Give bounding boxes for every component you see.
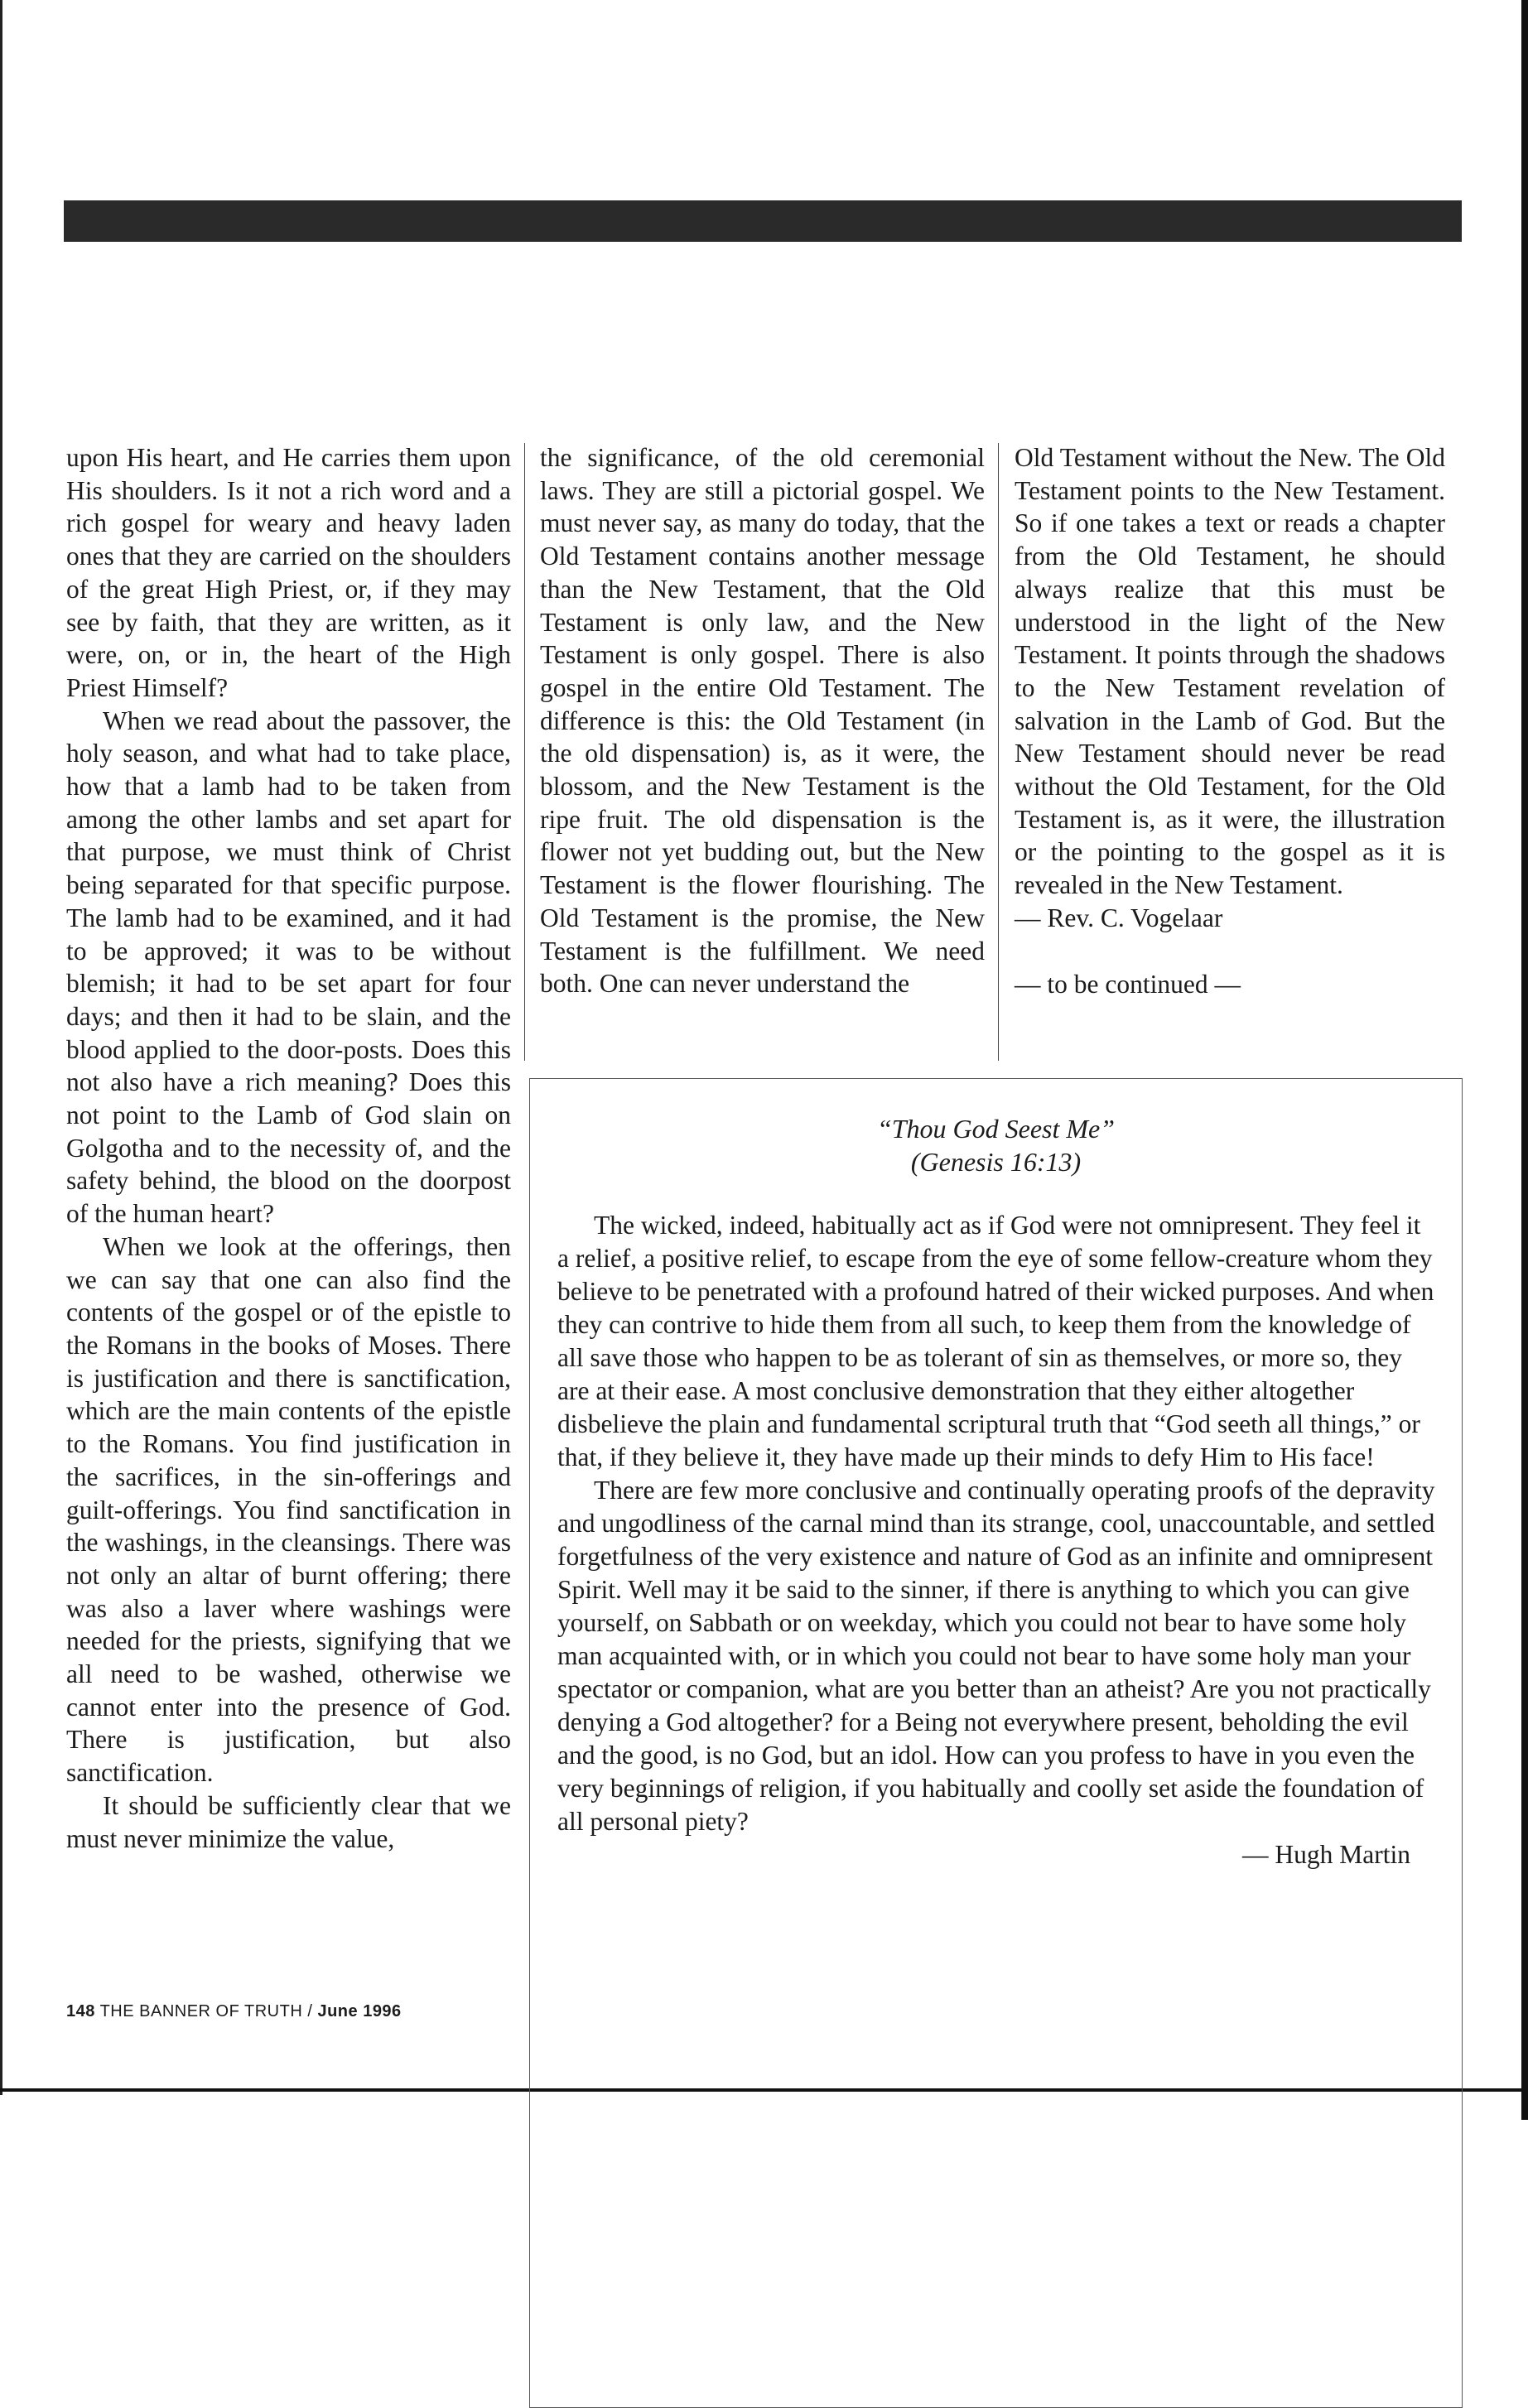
publication-name: THE BANNER OF TRUTH / [99, 2002, 313, 2020]
column-2-paragraph: the significance, of the old ceremonial laws. They are still a pictorial gospel. We must never say, as many do today, that the Old Testament contains another message than the New Testament, that the Old Testament is only law, and the New Testament is only gospel. There is also gospel in the entire Old Testament. The difference is this: the Old Testament (in the old dispensation) is, as it were, the blossom, and the New Testament is the ripe fruit. The old dispensation is the flower not yet budding out, but the New Testament is the flower flourishing. The Old Testament is the promise, the New Testament is the fulfillment. We need both. One can never understand the [540, 443, 985, 999]
page-right-edge [1521, 0, 1528, 2120]
sidebar-signature: — Hugh Martin [1242, 1840, 1410, 1869]
column-divider [998, 443, 999, 1061]
sidebar-reference: (Genesis 16:13) [910, 1147, 1082, 1177]
column-divider [524, 443, 525, 1061]
sidebar-heading [529, 1112, 1463, 1178]
sidebar-paragraph: There are few more conclusive and continually operating proofs of the depravity and ungodliness of the carnal mind than its strange, cool, unaccountable, and settled forgetfulness of the very existence and nature of God as an infinite and omnipresent Spirit. Well may it be said to the sinner, if there is anything to which you can give yourself, on Sabbath or on weekday, which you could not bear to have some holy man acquainted with, or in which you could not bear to have some holy man your spectator or companion, what are you better than an atheist? Are you not practically denying a God altogether? for a Being not everywhere present, beholding the evil and the good, is no God, but an idol. How can you profess to have in you even the very beginnings of religion, if you habitually and coolly set aside the foundation of all personal piety? [557, 1476, 1435, 1836]
page-number: 148 [66, 2002, 95, 2020]
column-1-paragraph: It should be sufficiently clear that we must never minimize the value, [66, 1790, 511, 1853]
issue-date: June 1996 [317, 2002, 402, 2020]
to-be-continued: — to be continued — [1015, 969, 1241, 999]
column-1-paragraph: upon His heart, and He carries them upon His shoulders. Is it not a rich word and a rich gospel for weary and heavy laden ones that they are carried on the shoulders of the great High Priest, or, if they may see by faith, that they are written, as it were, on, or in, the heart of the High Priest Himself? [66, 443, 511, 702]
sidebar-body [557, 1209, 1437, 1871]
column-2 [540, 441, 985, 1000]
column-3 [1015, 441, 1445, 1000]
column-1-paragraph: When we read about the passover, the holy season, and what had to take place, how that a lamb had to be taken from among the other lambs and set apart for that purpose, we must think of Christ being separated for that specific purpose. The lamb had to be examined, and it had to be approved; it was to be without blemish; it had to be set apart for four days; and then it had to be slain, and the blood applied to the door-posts. Does this not also have a rich meaning? Does this not point to the Lamb of God slain on Golgotha and to the necessity of, and the safety behind, the blood on the doorpost of the human heart? [66, 706, 511, 1229]
page-left-edge [0, 0, 2, 2095]
sidebar-title: “Thou God Seest Me” [876, 1114, 1116, 1144]
column-3-paragraph: Old Testament without the New. The Old Testament points to the New Testament. So if one takes a text or reads a chapter from the Old Testament, he should always realize that this must be understood in the light of the New Testament. It points through the shadows to the New Testament revelation of salvation in the Lamb of God. But the New Testament should never be read without the Old Testament, for the Old Testament is, as it were, the illustration or the pointing to the gospel as it is revealed in the New Testament. [1015, 443, 1445, 900]
column-1-paragraph: When we look at the offerings, then we can say that one can also find the contents of the gospel or of the epistle to the Romans in the books of Moses. There is justification and there is sanctification, which are the main contents of the epistle to the Romans. You find justification in the sacrifices, in the sin-offerings and guilt-offerings. You find sanctification in the washings, in the cleansings. There was not only an altar of burnt offering; there was also a laver where washings were needed for the priests, signifying that we all need to be washed, otherwise we cannot enter into the presence of God. There is justification, but also sanctification. [66, 1231, 511, 1788]
author-signature: — Rev. C. Vogelaar [1015, 903, 1223, 932]
header-bar [64, 200, 1462, 242]
page-footer [66, 2002, 402, 2021]
sidebar-paragraph: The wicked, indeed, habitually act as if God were not omnipresent. They feel it a relief, a positive relief, to escape from the eye of some fellow-creature whom they believe to be penetrated with a profound hatred of their wicked purposes. And when they can contrive to hide them from all such, to keep them from the knowledge of all save those who happen to be as tolerant of sin as themselves, or more so, they are at their ease. A most conclusive demonstration that they either altogether disbelieve the plain and fundamental scriptural truth that “God seeth all things,” or that, if they believe it, they have made up their minds to defy Him to His face! [557, 1211, 1434, 1471]
column-1 [66, 441, 511, 1855]
